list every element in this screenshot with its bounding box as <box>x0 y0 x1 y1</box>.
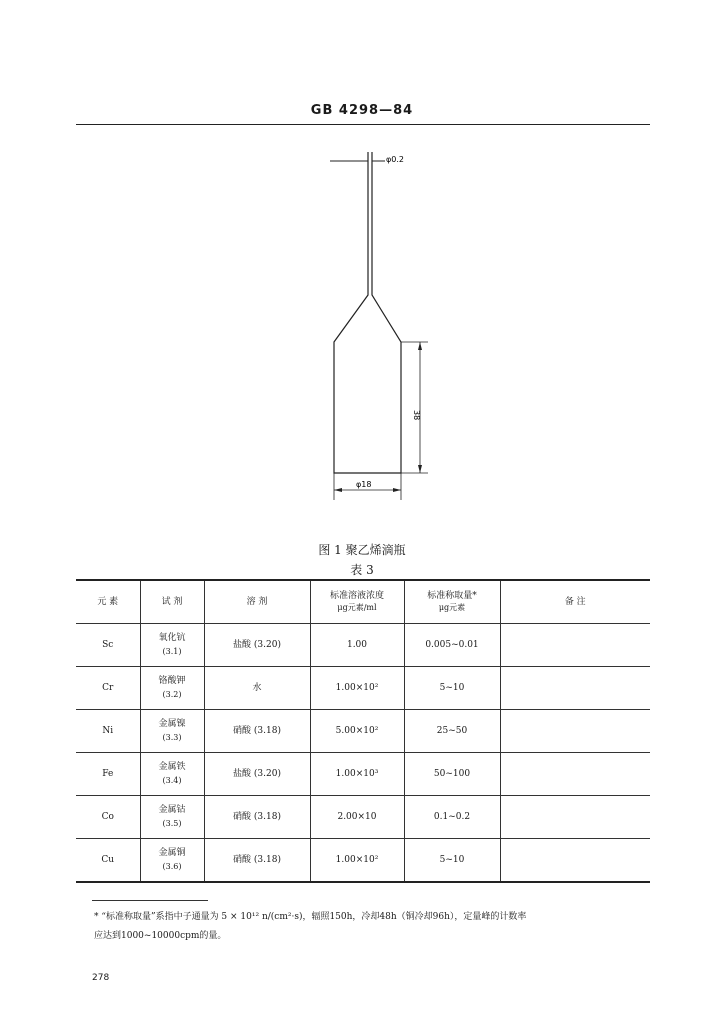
table-caption: 表 3 <box>350 563 374 577</box>
cell-concentration: 1.00×10² <box>310 667 404 710</box>
figure-caption: 图 1 聚乙烯滴瓶 <box>318 543 406 557</box>
header-amount <box>404 580 500 624</box>
cell-remarks <box>500 667 650 710</box>
table-row <box>76 624 650 667</box>
cell-remarks <box>500 839 650 883</box>
cell-reagent <box>140 624 204 667</box>
table-row <box>76 839 650 883</box>
table-row <box>76 667 650 710</box>
header-remarks: 备 注 <box>500 580 650 624</box>
footnote <box>94 908 654 946</box>
cell-reagent <box>140 667 204 710</box>
table-row <box>76 796 650 839</box>
cell-element: Cu <box>76 839 140 883</box>
cell-element: Cr <box>76 667 140 710</box>
header-solvent: 溶 剂 <box>204 580 310 624</box>
cell-amount: 0.005~0.01 <box>404 624 500 667</box>
cell-concentration: 2.00×10 <box>310 796 404 839</box>
reagent-ref: (3.6) <box>162 862 182 871</box>
cell-concentration: 5.00×10² <box>310 710 404 753</box>
cell-solvent: 盐酸 (3.20) <box>204 624 310 667</box>
reagent-name: 铬酸钾 <box>158 676 186 686</box>
diameter-dimension-label: φ18 <box>356 480 372 489</box>
cell-element: Co <box>76 796 140 839</box>
cell-remarks <box>500 753 650 796</box>
cell-concentration: 1.00×10² <box>310 839 404 883</box>
header-concentration <box>310 580 404 624</box>
standard-code: GB 4298—84 <box>310 103 414 118</box>
cell-remarks <box>500 796 650 839</box>
cell-element: Ni <box>76 710 140 753</box>
header-concentration-line1: 标准溶液浓度 <box>329 591 384 601</box>
reagent-ref: (3.3) <box>162 733 182 742</box>
cell-reagent <box>140 839 204 883</box>
reagent-name: 金属钴 <box>158 805 186 815</box>
cell-solvent: 盐酸 (3.20) <box>204 753 310 796</box>
cell-remarks <box>500 710 650 753</box>
header-concentration-line2: μg元素/ml <box>337 603 377 612</box>
cell-solvent: 硝酸 (3.18) <box>204 710 310 753</box>
header-amount-line2: μg元素 <box>438 603 466 612</box>
reagent-ref: (3.4) <box>162 776 182 785</box>
cell-reagent <box>140 710 204 753</box>
cell-amount: 0.1~0.2 <box>404 796 500 839</box>
reagent-ref: (3.5) <box>162 819 182 828</box>
cell-solvent: 硝酸 (3.18) <box>204 839 310 883</box>
header-amount-line1: 标准称取量* <box>427 591 477 601</box>
table-row <box>76 753 650 796</box>
height-dimension-label: 38 <box>412 410 421 421</box>
dropper-bottle-diagram <box>300 140 460 510</box>
page-number: 278 <box>92 973 110 983</box>
cell-element: Fe <box>76 753 140 796</box>
cell-concentration: 1.00×10³ <box>310 753 404 796</box>
cell-solvent: 水 <box>204 667 310 710</box>
reagent-name: 金属镍 <box>158 719 186 729</box>
reagent-ref: (3.1) <box>162 647 182 656</box>
table-row <box>76 710 650 753</box>
header-reagent: 试 剂 <box>140 580 204 624</box>
header-rule <box>76 124 650 125</box>
element-table <box>76 579 650 883</box>
header-element: 元 素 <box>76 580 140 624</box>
cell-element: Sc <box>76 624 140 667</box>
cell-concentration: 1.00 <box>310 624 404 667</box>
tip-dimension-label: φ0.2 <box>386 155 404 164</box>
reagent-name: 金属铜 <box>158 848 186 858</box>
footnote-line1: * “标准称取量”系指中子通量为 5 × 10¹² n/(cm²·s)，辐照150h，冷却48h（铜冷却96h），定量峰的计数率 <box>94 912 527 922</box>
cell-remarks <box>500 624 650 667</box>
footnote-line2: 应达到1000~10000cpm的量。 <box>94 931 227 941</box>
reagent-name: 金属铁 <box>158 762 186 772</box>
cell-solvent: 硝酸 (3.18) <box>204 796 310 839</box>
cell-amount: 5~10 <box>404 667 500 710</box>
reagent-ref: (3.2) <box>162 690 182 699</box>
table-header-row <box>76 580 650 624</box>
cell-reagent <box>140 796 204 839</box>
footnote-rule <box>92 900 208 901</box>
cell-amount: 5~10 <box>404 839 500 883</box>
cell-amount: 50~100 <box>404 753 500 796</box>
cell-amount: 25~50 <box>404 710 500 753</box>
reagent-name: 氧化钪 <box>158 633 186 643</box>
cell-reagent <box>140 753 204 796</box>
